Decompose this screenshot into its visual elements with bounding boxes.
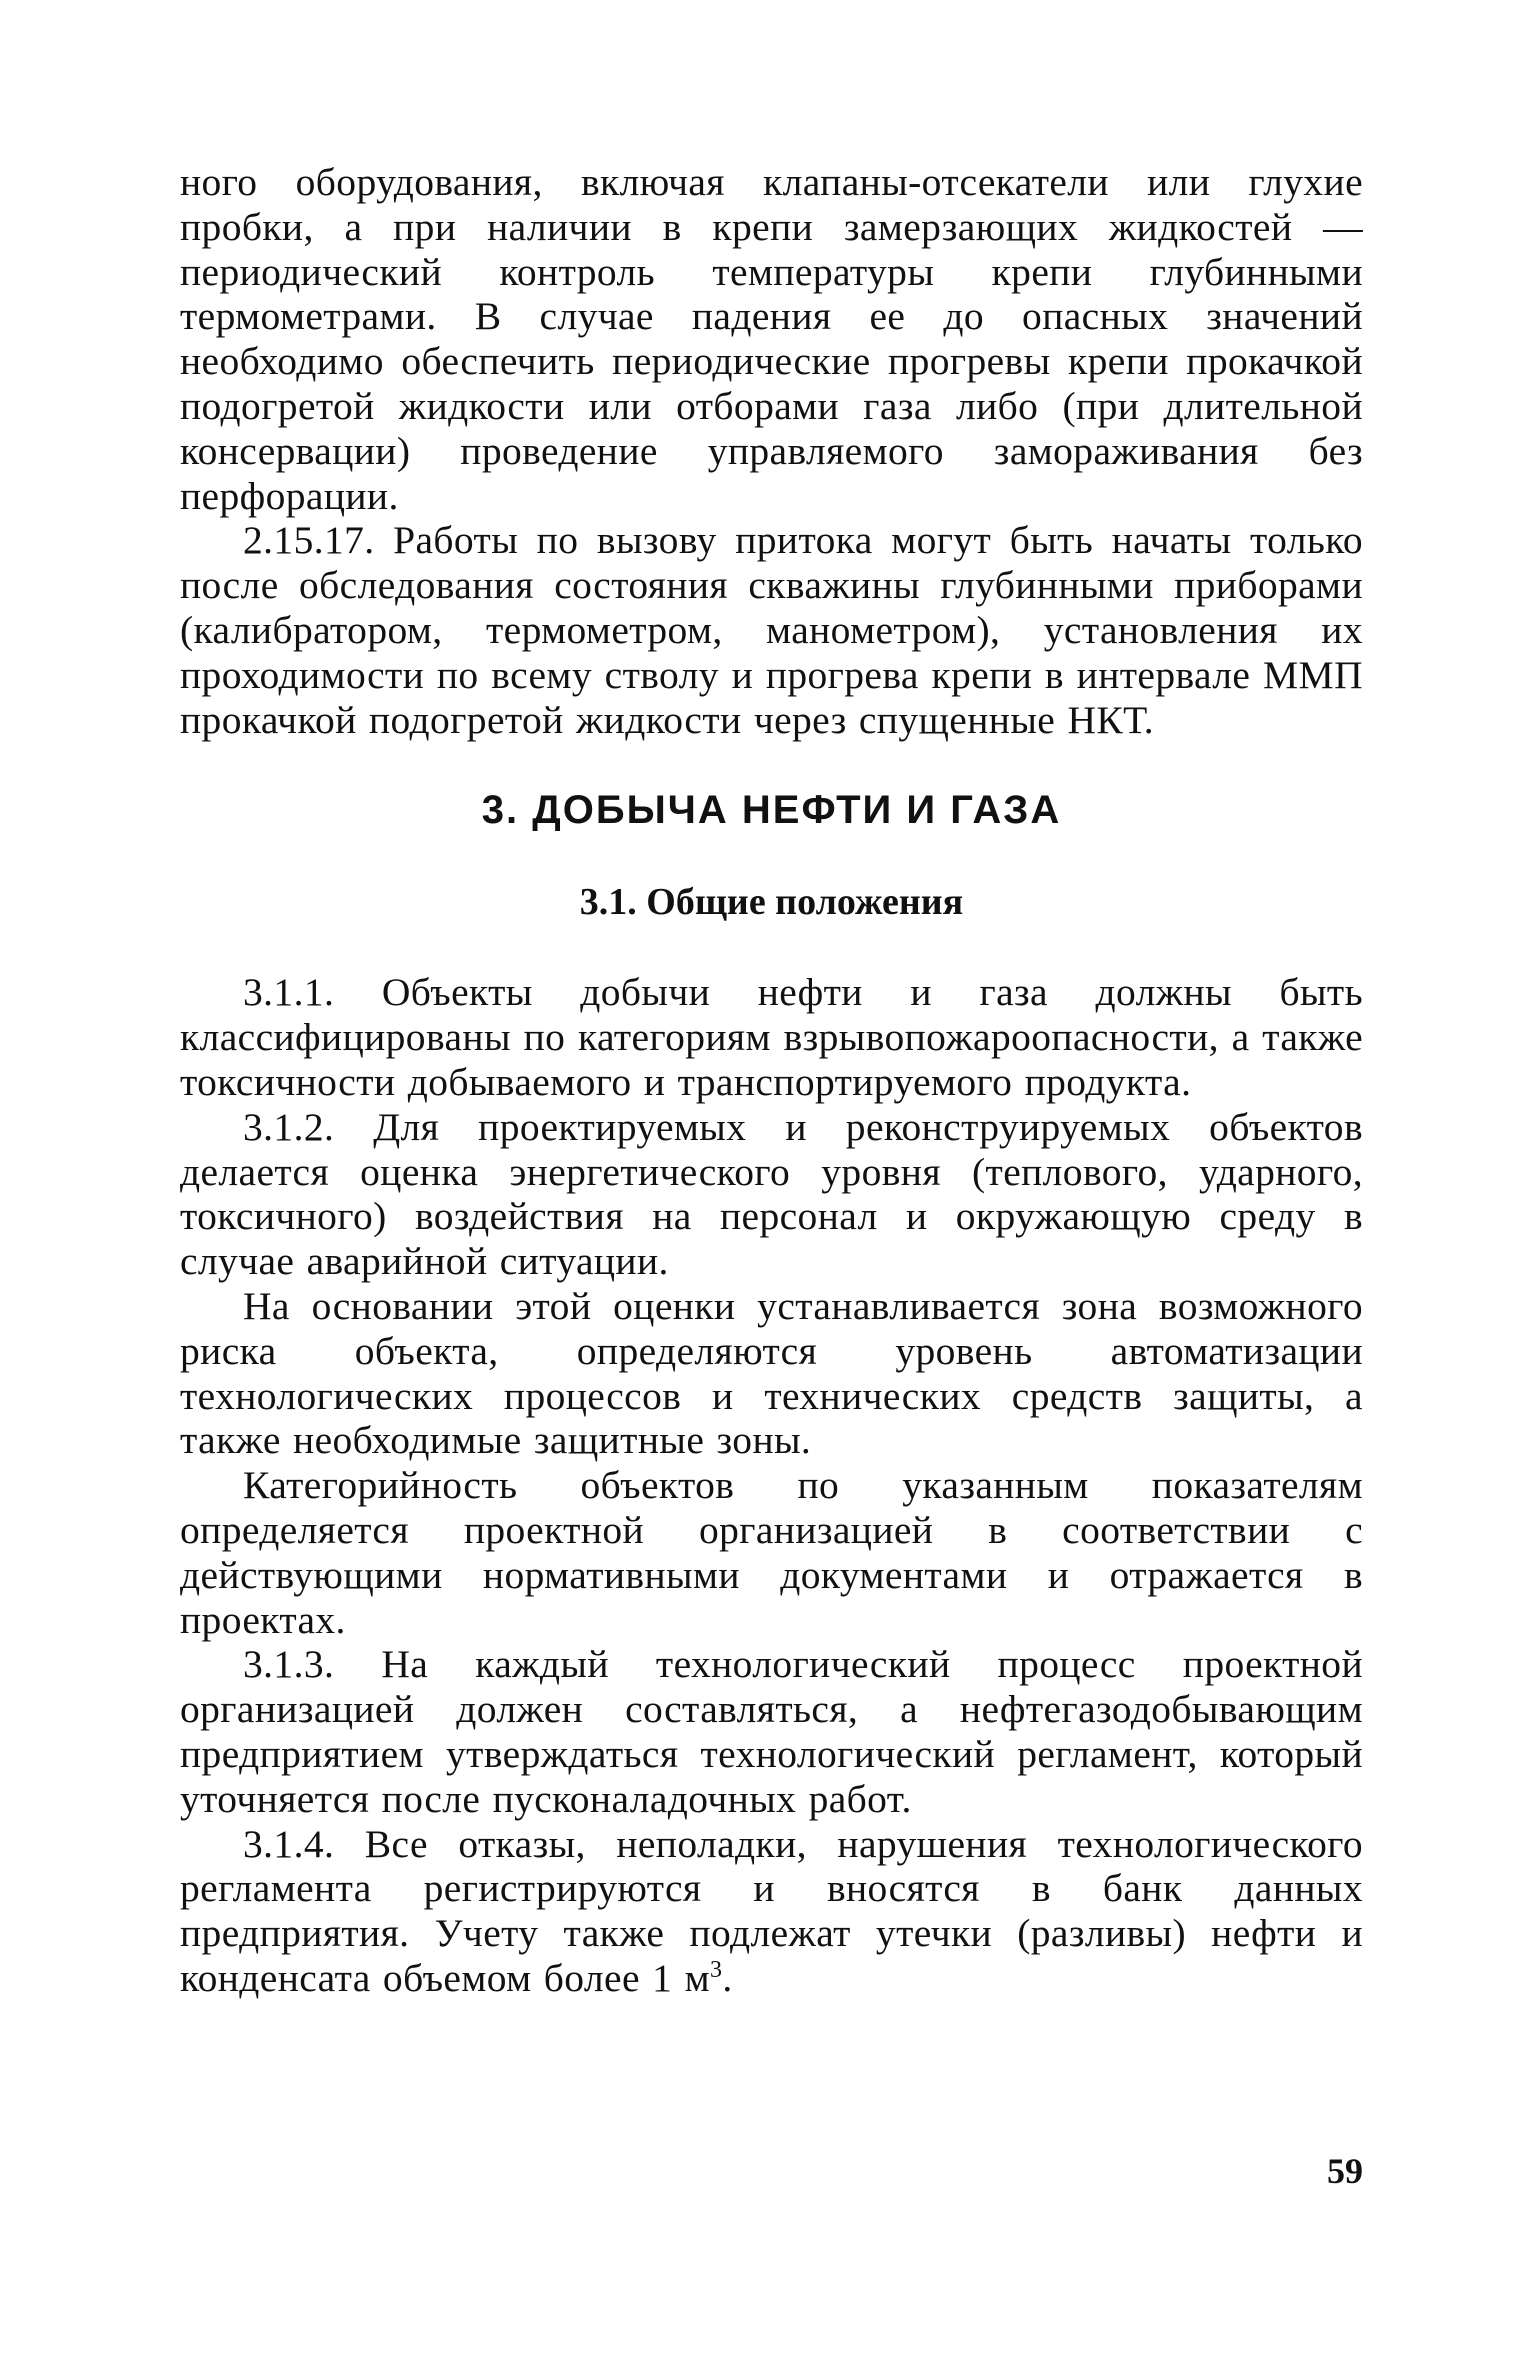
cubic-superscript: 3 bbox=[710, 1956, 723, 1983]
clause-3-1-3: 3.1.3. На каждый технологический процесс проектной организацией должен составляться, а нефтегазодобывающим предприятием утверждаться технологический регламент, который уточняется после пусконаладочных работ. bbox=[180, 1642, 1363, 1821]
page-number: 59 bbox=[1327, 2151, 1363, 2191]
clause-3-1-4 bbox=[180, 1822, 1363, 2001]
risk-zone-paragraph: На основании этой оценки устанавливается зона возможного риска объекта, определяются уровень автоматизации технологических процессов и технических средств защиты, а также необходимые защитные зоны. bbox=[180, 1283, 1363, 1463]
clause-2-15-17: 2.15.17. Работы по вызову притока могут быть начаты только после обследования состояния скважины глубинными приборами (калибратором, термометром, манометром), установления их проходимости по всему стволу и прогрева крепи в интервале ММП прокачкой подогретой жидкости через спущенные НКТ. bbox=[180, 518, 1363, 742]
clause-3-1-4-end: . bbox=[722, 1955, 733, 2000]
clause-3-1-2: 3.1.2. Для проектируемых и реконструируемых объектов делается оценка энергетического уровня (теплового, ударного, токсичного) воздействия на персонал и окружающую среду в случае аварийной ситуации. bbox=[180, 1104, 1363, 1284]
section-title: 3.1. Общие положения bbox=[579, 881, 964, 924]
clause-3-1-1: 3.1.1. Объекты добычи нефти и газа должны быть классифицированы по категориям взрывопожароопасности, а также токсичности добываемого и транспортируемого продукта. bbox=[180, 970, 1363, 1104]
continuation-paragraph: ного оборудования, включая клапаны-отсекатели или глухие пробки, а при наличии в крепи замерзающих жидкостей — периодический контроль температуры крепи глубинными термометрами. В случае падения ее до опасных значений необходимо обеспечить периодические прогревы крепи прокачкой подогретой жидкости или отборами газа либо (при длительной консервации) проведение управляемого замораживания без перфорации. bbox=[180, 160, 1363, 518]
chapter-title: 3. ДОБЫЧА НЕФТИ И ГАЗА bbox=[481, 788, 1062, 833]
categorization-paragraph: Категорийность объектов по указанным показателям определяется проектной организацией в соответствии с действующими нормативными документами и отражается в проектах. bbox=[180, 1463, 1363, 1642]
clause-3-1-4-text: 3.1.4. Все отказы, неполадки, нарушения технологического регламента регистрируются и вносятся в банк данных предприятия. Учету также подлежат утечки (разливы) нефти и конденсата объемом более 1 м bbox=[180, 1821, 1363, 2000]
document-page bbox=[180, 160, 1363, 2001]
